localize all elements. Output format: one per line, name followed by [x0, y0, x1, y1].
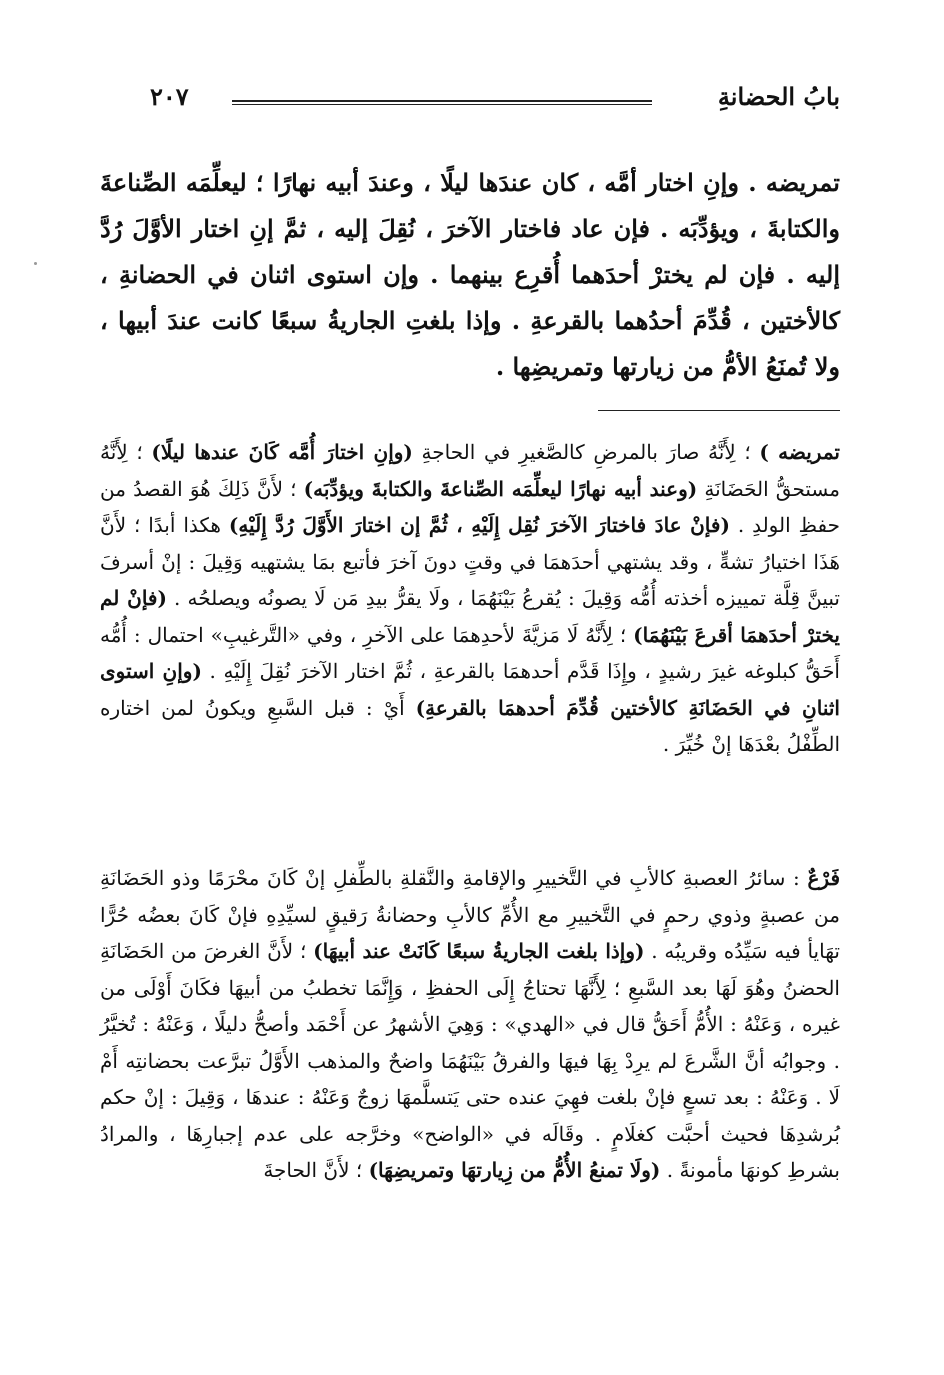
- commentary-text: ؛ لأَنَّ ذَلِكَ هُوَ القصدُ من حفظِ الولدِ .: [100, 476, 841, 537]
- quoted-text: (فإنْ لم يخترْ أحدَهمَا أقرعَ بَيْنَهُمَا): [100, 586, 840, 647]
- commentary-text: : سائرُ العصبةِ كالأبِ في التَّخييرِ والإقامةِ والنَّقلةِ بالطِّفلِ إنْ كَانَ محْرَمًا وذو الحَضَانَةِ من عصبةٍ وذوي رحمٍ في التَّخييرِ مع الأُمِّ كالأبِ وحضانةُ رَقيقٍ لسيِّدِهِ فإنْ كَانَ بعضُه حُرًّا تهَايأ فيه سَيِّدُه وقريبُه .: [100, 866, 840, 963]
- branch-heading: فَرْعٌ: [807, 866, 840, 890]
- running-title: بابُ الحضانةِ: [717, 82, 840, 111]
- main-text: تمريضه . وإنِ اختار أمَّه ، كان عندَها ليلًا ، وعندَ أبيه نهارًا ؛ ليعلِّمَه الصِّناعةَ والكتابةَ ، ويؤدِّبَه . فإن عاد فاختار الآخرَ ، نُقِلَ إليه ، ثمَّ إنِ اختار الأوَّلَ رُدَّ إليه . فإن لم يخترْ أحدَهما أُقرِع بينهما . وإن استوى اثنان في الحضانةِ ، كالأختين ، قُدِّمَ أحدُهما بالقرعةِ . وإذا بلغتِ الجاريةُ سبعًا كانت عندَ أبيها ، ولا تُمنَعُ الأمُّ من زيارتها وتمريضِها .: [100, 168, 840, 381]
- quoted-text: (فإنْ عادَ فاختارَ الآخرَ نُقِل إِلَيْهِ ، ثُمَّ إن اختارَ الأَوَّلَ رُدَّ إِلَيْهِ): [228, 513, 730, 537]
- commentary-paragraph-2: [100, 860, 840, 1189]
- header-rule: [232, 100, 652, 105]
- commentary-paragraph-1: [100, 434, 840, 763]
- commentary-text: ؛ لِأَنَّهُ مستحقُّ الحَضَانَةِ: [100, 440, 840, 501]
- quoted-text: (وإنِ استوى اثنانِ في الحَضَانَةِ كالأختين قُدِّمَ أحدهمَا بالقرعةِ): [100, 659, 840, 720]
- quoted-text: (ولَا تمنعُ الأُمُّ من زِيارتهَا وتمريضِهَا): [368, 1158, 661, 1182]
- footnote-separator: [598, 410, 840, 411]
- quoted-text: تمريضه ): [759, 440, 840, 464]
- page-number: ٢٠٧: [150, 82, 189, 111]
- quoted-text: (وإذا بلغت الجاريةُ سبعًا كَانَتْ عند أبيهَا): [313, 939, 645, 963]
- quoted-text: (وعند أبيه نهارًا ليعلِّمَه الصِّناعةَ والكتابةَ ويؤدِّبَه): [303, 476, 698, 501]
- commentary-text: ؛ لِأَنَّهُ صارَ بالمرضِ كالصَّغيرِ في الحاجةِ: [412, 440, 760, 464]
- commentary-text: ؛ لأَنَّ الغرضَ من الحَضَانَةِ الحضنُ وهُوَ لَهَا بعد السَّبعِ ؛ لِأَنَّهَا تحتاجُ إِلَى الحفظِ ، وَإِنَّمَا تخطبُ من أبيهَا فكَانَ أَوْلَى من غيره ، وَعَنْهُ : الأُمُّ أَحَقُّ قال في «الهدي» : وَهِيَ الأشهرُ عن أَحْمَد وأصحُّ دليلًا ، وَعَنْهُ : تُخيَّرُ . وجوابُه أنَّ الشَّرعَ لم يرِدْ بِهَا فيهَا والفرقُ بَيْنَهُمَا واضحٌ والمذهب الأَوَّلُ تبرَّعت بحضانتِه أَمْ لَا . وَعَنْهُ : بعد تسعٍ فإنْ بلغت فهِيَ عنده حتى يَتسلَّمهَا زوجٌ وَعَنْهُ : عندهَا ، وَقِيلَ : إنْ حكم بُرشدِهَا فحيث أحبَّت كغلَامٍ . وقَالَه في «الواضح» وخرَّجه على عدم إجبارِهَا ، والمرادُ بشرطِ كونهَا مأمونةً .: [100, 939, 840, 1182]
- page-header: [150, 78, 840, 118]
- margin-dot: [34, 262, 37, 265]
- commentary-text: ؛ لأَنَّ الحاجةَ: [263, 1158, 369, 1182]
- commentary-text: ؛ لِأَنَّهُ لَا مَزيَّةَ لأحدِهمَا على الآخرِ ، وفي «التَّرغيبِ» احتمال : أُمُّه أَحَقُّ كبلوغه غيرَ رشيدٍ ، وإِذَا قَدَّم أحدهمَا بالقرعةِ ، ثُمَّ اختار الآخرَ نُقِلَ إِلَيْهِ .: [100, 622, 840, 683]
- commentary-text: هكذا أبدًا ؛ لأَنَّ هَذَا اختيارُ تشهٍّ ، وقد يشتهي أحدَهمَا في وقتٍ دونَ آخرَ فأتبع بمَا يشتهيه وَقِيلَ : إنْ أسرفَ تبينَّ قِلَّة تمييزه أخذته أُمُّه وَقِيلَ : يُقرعُ بَيْنَهُمَا ، ولَا يقرُّ بيدِ مَن لَا يصونُه ويصلحُه .: [100, 513, 840, 610]
- quoted-text: (وإنِ اختارَ أُمَّه كَانَ عندها ليلًا): [151, 440, 413, 464]
- commentary-text: أَيْ : قبل السَّبعِ ويكونُ لمن اختاره الطِّفْلُ بعْدَهَا إنْ خُيِّرَ .: [100, 695, 840, 756]
